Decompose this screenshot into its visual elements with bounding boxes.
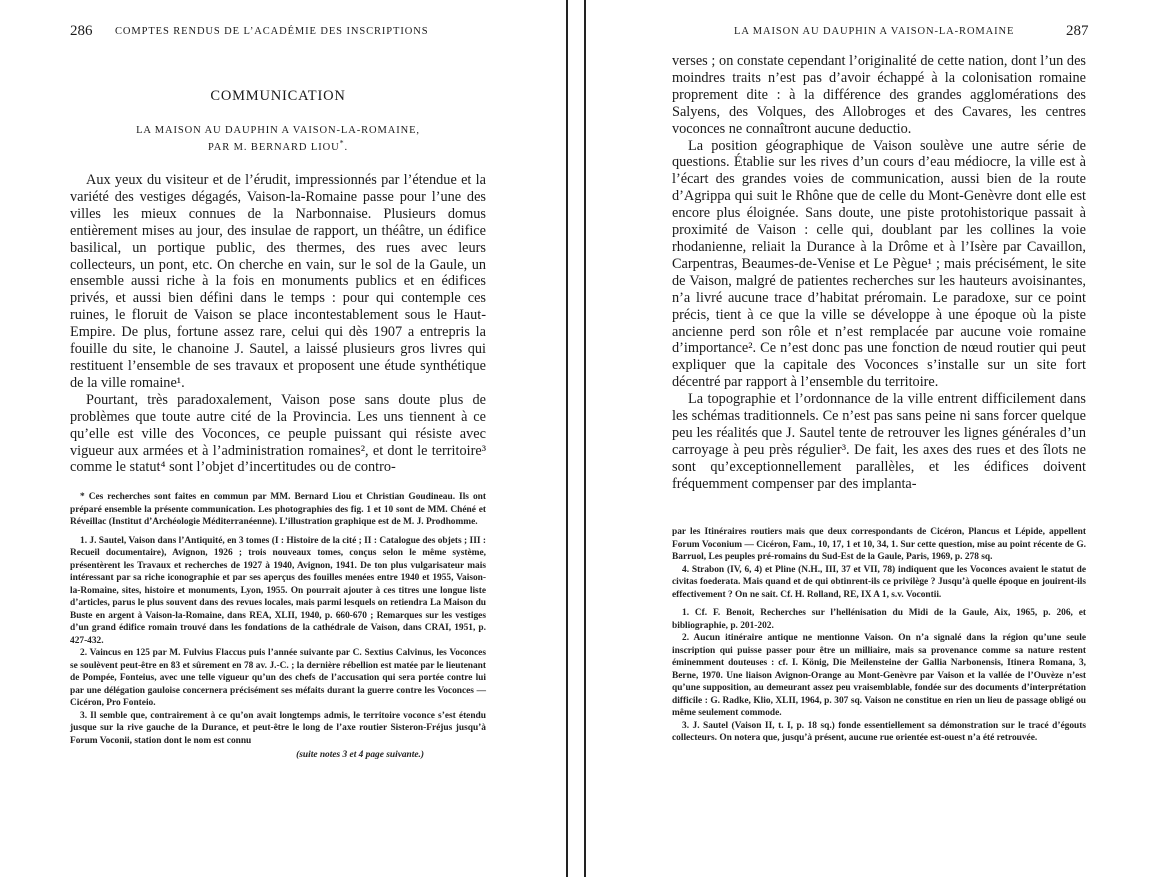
paragraph: Pourtant, très paradoxalement, Vaison pose sans doute plus de problèmes que toute autre cité de la Provincia. Les uns tiennent à ce qu’elle est ville des Voconces, ce peuple puissant qui résiste avec vigueur aux armées et à l’administration romaines², et dont le territoire³ comme le statut⁴ sont l’objet d’incertitudes ou de contro- [70, 391, 486, 476]
footnotes-right [672, 526, 1086, 745]
subtitle-line1: LA MAISON AU DAUPHIN A VAISON-LA-ROMAINE, [136, 125, 420, 136]
article-subtitle [70, 122, 486, 156]
right-page [586, 0, 1157, 877]
page-number-right: 287 [1066, 23, 1089, 39]
paragraph: La topographie et l’ordonnance de la ville entrent difficilement dans les schémas traditionnels. Ce n’est pas sans peine ni sans forcer quelque peu les réalités que J. Sautel tente de retrouver les lignes générales d’un carroyage à peu près régulier³. De fait, les axes des rues et des îlots ne sont qu’exceptionnellement parallèles, et les édifices doivent fréquemment compenser par des implanta- [672, 391, 1086, 492]
main-text-right [672, 53, 1086, 493]
paragraph: La position géographique de Vaison soulève une autre série de questions. Établie sur les rives d’un cours d’eau médiocre, la ville est à l’écart des grandes voies de communication, aussi bien de la route d’Agrippa qui suit le Rhône que de celle du Mont-Genèvre dont elle est encore plus éloignée. Sans doute, une piste protohistorique passait à proximité de Vaison : celle qui, doublant par les collines la voie rhodanienne, reliait la Durance à la Drôme et à l’Isère par Cavaillon, Carpentras, Beaumes-de-Venise et Le Pègue¹ ; mais précisément, le site de Vaison, malgré de patientes recherches sur les hauteurs avoisinantes, n’a livré aucune trace d’habitat préromain. Le paradoxe, sur ce point précis, tient à ce que la ville se développe à une époque où la piste ancienne perd son rôle et n’est remplacée par aucune voie romaine d’importance². Ce n’est donc pas une fonction de nœud routier qui peut expliquer que la capitale des Voconces s’installe sur un site fort décentré par rapport à l’ensemble du territoire. [672, 137, 1086, 391]
footnote: 2. Aucun itinéraire antique ne mentionne Vaison. On n’a signalé dans la région qu’une seule inscription qui puisse passer pour être un milliaire, mais sa provenance comme sa nature restent éminemment douteuses : cf. I. König, Die Meilensteine der Gallia Narbonensis, Itinera Romana, 3, Berne, 1970. Une liaison Avignon-Orange au Mont-Genèvre par Vaison et la vallée de l’Ouvèze n’est qu’une supposition, au demeurant assez peu vraisemblable, fondée sur des documents d’interprétation difficile : G. Radke, Klio, XLII, 1964, p. 307 sq. Vaison ne constitue en rien un lieu de passage obligé ou même seulement commode. [672, 633, 1086, 718]
footnote: 3. J. Sautel (Vaison II, t. I, p. 18 sq.) fonde essentiellement sa démonstration sur le tracé d’égouts collecteurs. On notera que, jusqu’à présent, aucune rue orientée est-ouest n’a été retrouvée. [672, 720, 1086, 743]
continuation-note: (suite notes 3 et 4 page suivante.) [296, 750, 424, 760]
left-page [0, 0, 566, 877]
footnote: 1. Cf. F. Benoit, Recherches sur l’hellénisation du Midi de la Gaule, Aix, 1965, p. 206, et bibliographie, p. 201-202. [672, 608, 1086, 631]
subtitle-line2: PAR M. BERNARD LIOU*. [207, 138, 349, 153]
paragraph: verses ; on constate cependant l’originalité de cette nation, dont l’un des moindres traits n’est pas d’avoir échappé à la colonisation romaine proprement dite : à la différence des grandes agglomérations des Salyens, des Volques, des Allobroges et des Cavares, les centres voconces ne connaîtront aucune deductio. [672, 53, 1086, 137]
paragraph: Aux yeux du visiteur et de l’érudit, impressionnés par l’étendue et la variété des vestiges dégagés, Vaison-la-Romaine passe pour l’une des villes les mieux connues de la Narbonnaise. Plusieurs domus entièrement mises au jour, des insulae de rapport, un théâtre, un édifice basilical, un portique public, des thermes, des rues avec leurs collecteurs, un pont, etc. On cherche en vain, sur le sol de la Gaule, un ensemble aussi riche à la fois en monuments publics et en édifices privés, et aussi bien défini dans le temps : pour qui contemple ces ruines, le floruit de Vaison se place incontestablement sous le Haut-Empire. De plus, fortune assez rare, celui qui dès 1907 a entrepris la fouille du site, le chanoine J. Sautel, a laissé plusieurs gros livres qui restituent l’ensemble de ses travaux et proposent une étude synthétique de la ville romaine¹. [70, 172, 486, 391]
author-byline: PAR M. BERNARD LIOU [207, 142, 340, 153]
footnote: 4. Strabon (IV, 6, 4) et Pline (N.H., III, 37 et VII, 78) indiquent que les Voconces avaient le statut de civitas foederata. Mais quand et de qui obtinrent-ils ce privilège ? Jusqu’à quelle époque en jouirent-ils effectivement ? On ne sait. Cf. H. Rolland, RE, IX A 1, s.v. Vocontii. [672, 564, 1086, 600]
author-note-mark: * [339, 138, 345, 148]
gutter-divider [566, 0, 568, 877]
footnotes-left [70, 491, 486, 762]
footnote: 1. J. Sautel, Vaison dans l’Antiquité, en 3 tomes (I : Histoire de la cité ; II : Catalogue des objets ; III : Recueil documentaire), Avignon, 1926 ; trois nouveaux tomes, conçus selon le même système, présentèrent les Travaux et recherches de 1927 à 1940, Avignon, 1941. De ton plus vulgarisateur mais intéressant par sa riche iconographie et par ses aperçus des fouilles menées entre 1940 et 1955, Vaison-la-Romaine, sites, histoire et monuments, Lyon, 1955. On pourrait ajouter à ces titres une longue liste d’articles, parus le plus souvent dans des revues locales, mais parmi lesquels on retiendra La Maison du Buste en argent à Vaison-la-Romaine, dans REA, XLII, 1940, p. 660-670 ; Remarques sur les vestiges d’un grand édifice romain trouvé dans les fondations de la cathédrale de Vaison, dans CRAI, 1951, p. 427-432. [70, 535, 486, 646]
page-number-left: 286 [70, 23, 93, 39]
footnote: 2. Vaincus en 125 par M. Fulvius Flaccus puis l’année suivante par C. Sextius Calvinus, les Voconces se soulèvent peut-être en 83 et sûrement en 78 av. J.-C. ; la dernière rébellion est matée par le lieutenant de Pompée, Fonteius, avec une telle vigueur qu’un des chefs de l’accusation qui sera portée contre lui par une délégation gauloise concernera précisément ses méfaits durant la guerre contre les Voconces — Cicéron, Pro Fonteio. [70, 648, 486, 708]
footnote: 3. Il semble que, contrairement à ce qu’on avait longtemps admis, le territoire voconce s’est étendu jusque sur la rive gauche de la Durance, et peut-être le long de l’axe routier Sisteron-Fréjus jusqu’à Forum Voconii, station dont le nom est connu [70, 710, 486, 746]
footnote: par les Itinéraires routiers mais que deux correspondants de Cicéron, Plancus et Lépide, appellent Forum Voconium — Cicéron, Fam., 10, 17, 1 et 10, 34, 1. Sur cette question, mise au point récente de G. Barruol, Les peuples pré-romains du Sud-Est de la Gaule, Paris, 1969, p. 278 sq. [672, 527, 1086, 562]
running-head-right: LA MAISON AU DAUPHIN A VAISON-LA-ROMAINE [734, 26, 1015, 37]
main-text-left [70, 172, 486, 476]
section-title: COMMUNICATION [210, 88, 346, 104]
running-head-left: COMPTES RENDUS DE L’ACADÉMIE DES INSCRIPTIONS [115, 26, 429, 37]
footnote: * Ces recherches sont faites en commun par MM. Bernard Liou et Christian Goudineau. Ils ont préparé ensemble la présente communication. Les photographies des fig. 1 et 10 sont de MM. Chéné et Réveillac (Institut d’Archéologie Méditerranéenne). L’illustration graphique est de M. J. Prodhomme. [70, 492, 486, 527]
